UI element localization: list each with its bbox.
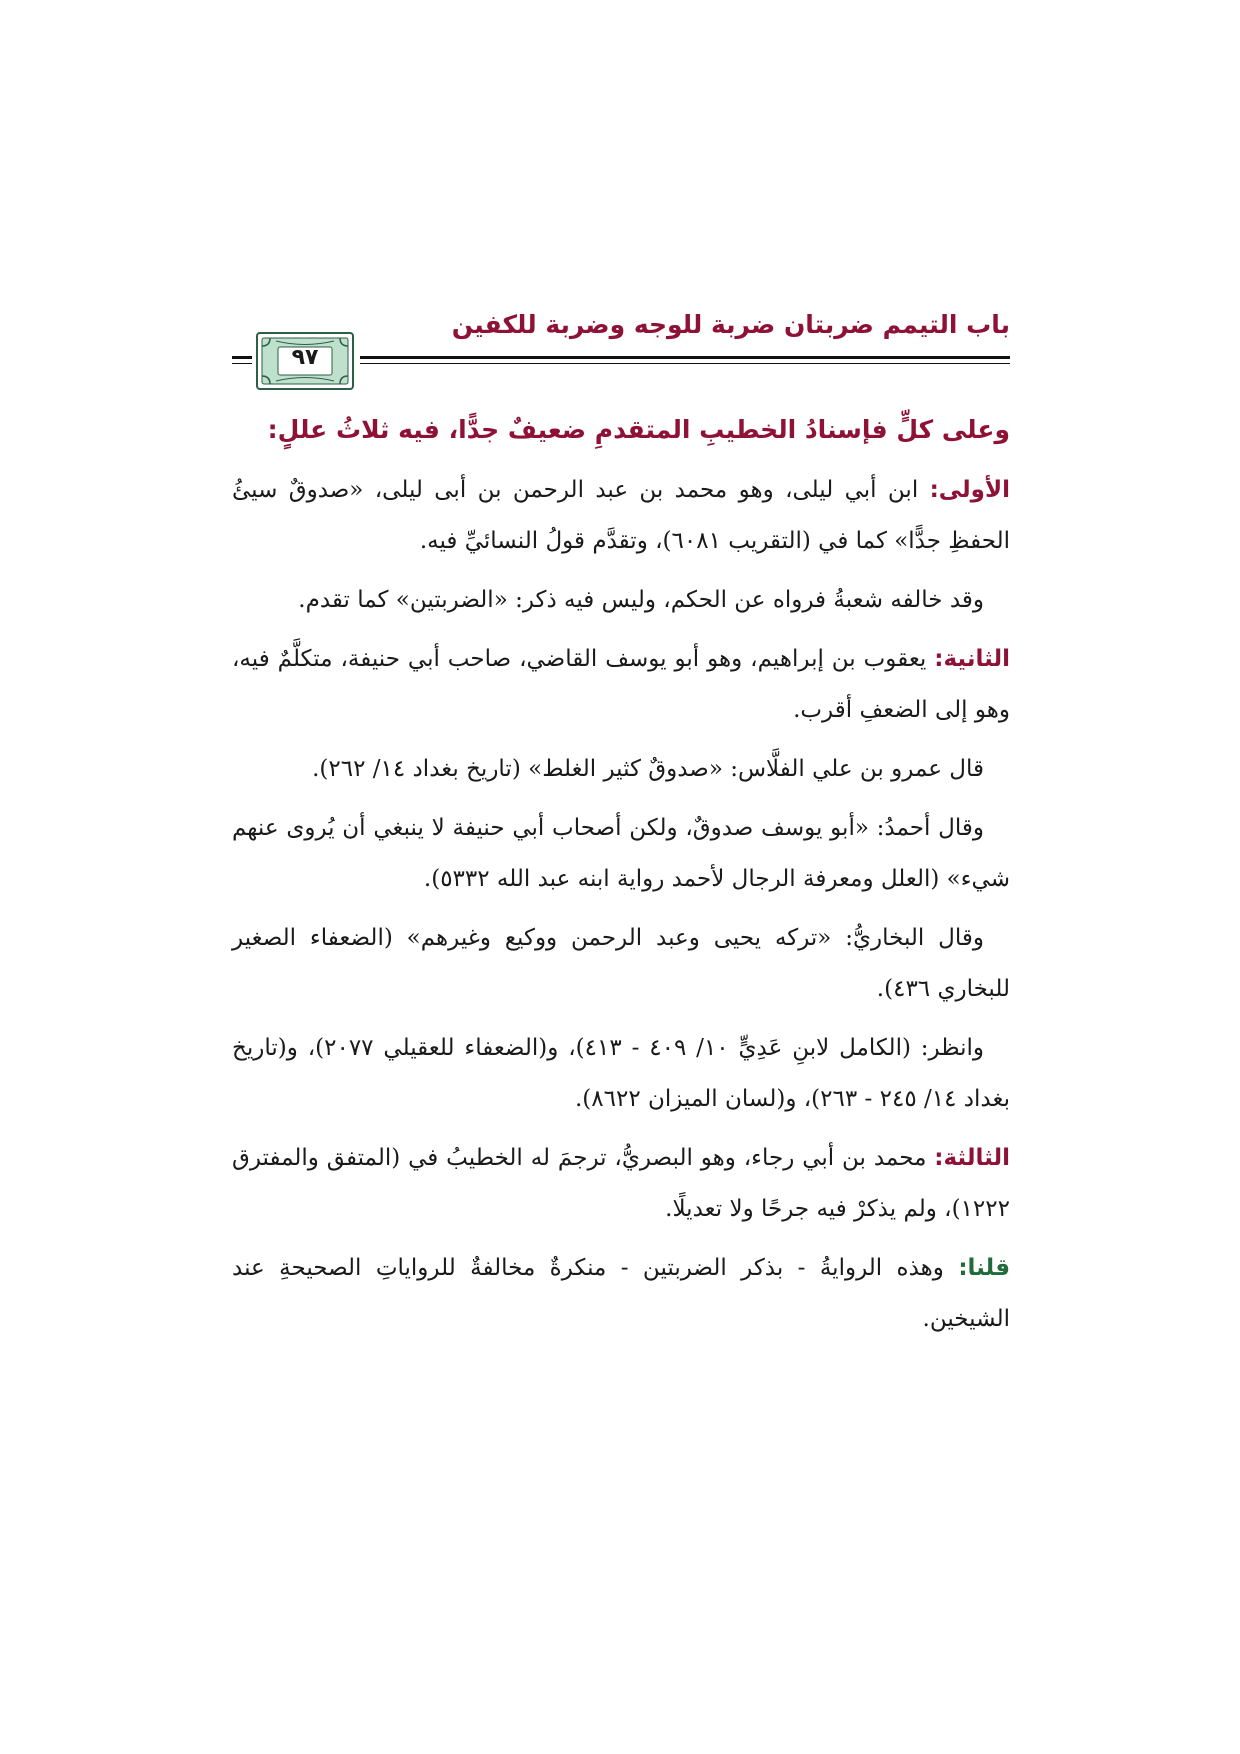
paragraph (232, 913, 1010, 1015)
paragraph-second-defect (232, 634, 1010, 736)
paragraph-text: وقال البخاريُّ: «تركه يحيى وعبد الرحمن ووكيع وغيرهم» (الضعفاء الصغير للبخاري ٤٣٦). (232, 925, 1010, 1002)
page-number-badge (256, 332, 354, 390)
paragraph-text: محمد بن أبي رجاء، وهو البصريُّ، ترجمَ له الخطيبُ في (المتفق والمفترق ١٢٢٢)، ولم يذكرْ فيه جرحًا ولا تعديلًا. (232, 1145, 1010, 1222)
paragraph (232, 1023, 1010, 1125)
defect-label: الثالثة: (934, 1145, 1010, 1171)
paragraph-first-defect (232, 465, 1010, 567)
header-rule-left (232, 356, 252, 359)
defect-label: الأولى: (929, 477, 1010, 503)
paragraph (232, 744, 1010, 795)
page-header (232, 310, 1010, 390)
paragraph-third-defect (232, 1133, 1010, 1235)
paragraph-text: وهذه الروايةُ - بذكر الضربتين - منكرةٌ مخالفةٌ للرواياتِ الصحيحةِ عند الشيخين. (232, 1255, 1010, 1332)
header-rule (360, 356, 1010, 359)
paragraph-text: وانظر: (الكامل لابنِ عَدِيٍّ ١٠/ ٤٠٩ - ٤١٣)، و(الضعفاء للعقيلي ٢٠٧٧)، و(تاريخ بغداد ١٤/ ٢٤٥ - ٢٦٣)، و(لسان الميزان ٨٦٢٢). (232, 1035, 1010, 1112)
page-body (232, 405, 1010, 1353)
conclusion-label: قلنا: (958, 1255, 1010, 1281)
section-heading: وعلى كلٍّ فإسنادُ الخطيبِ المتقدمِ ضعيفٌ جدًّا، فيه ثلاثُ عللٍ: (267, 415, 1010, 444)
paragraph-text: وقال أحمدُ: «أبو يوسف صدوقٌ، ولكن أصحاب أبي حنيفة لا ينبغي أن يُروى عنهم شيء» (العلل ومعرفة الرجال لأحمد رواية ابنه عبد الله ٥٣٣٢). (232, 815, 1010, 892)
defect-label: الثانية: (934, 646, 1010, 672)
header-rule-left-thin (232, 363, 252, 364)
paragraph-text: ابن أبي ليلى، وهو محمد بن عبد الرحمن بن أبى ليلى، «صدوقٌ سيئُ الحفظِ جدًّا» كما في (التقريب ٦٠٨١)، وتقدَّم قولُ النسائيِّ فيه. (232, 477, 1010, 554)
paragraph-text: قال عمرو بن علي الفلَّاس: «صدوقٌ كثير الغلط» (تاريخ بغداد ١٤/ ٢٦٢). (312, 756, 984, 782)
paragraph-text: وقد خالفه شعبةُ فرواه عن الحكم، وليس فيه ذكر: «الضربتين» كما تقدم. (298, 587, 984, 613)
paragraph-text: يعقوب بن إبراهيم، وهو أبو يوسف القاضي، صاحب أبي حنيفة، متكلَّمٌ فيه، وهو إلى الضعفِ أقرب. (232, 646, 1010, 723)
paragraph (232, 575, 1010, 626)
header-rule-thin (360, 363, 1010, 364)
paragraph (232, 803, 1010, 905)
paragraph-conclusion (232, 1243, 1010, 1345)
running-title: باب التيمم ضربتان ضربة للوجه وضربة للكفين (451, 310, 1010, 339)
page-number: ٩٧ (291, 345, 319, 370)
